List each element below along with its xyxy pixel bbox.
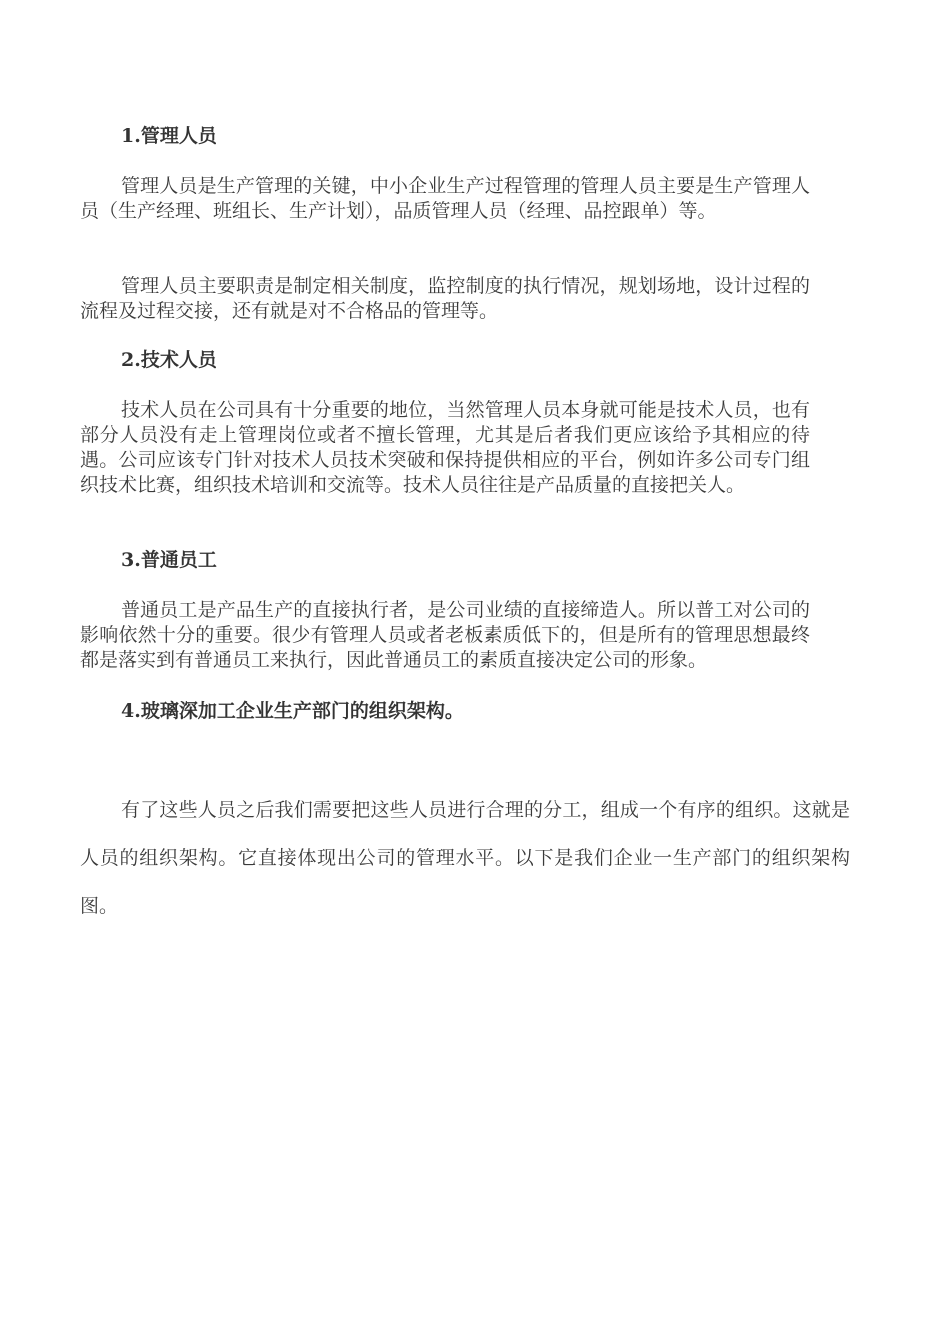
section-body-management-2: [80, 274, 810, 324]
section-heading-technical: 2.技术人员: [121, 349, 217, 371]
section-heading-org-structure: 4.玻璃深加工企业生产部门的组织架构。: [121, 700, 464, 722]
section-body-management-1: [80, 174, 810, 224]
paragraph: 技术人员在公司具有十分重要的地位，当然管理人员本身就可能是技术人员，也有部分人员没有走上管理岗位或者不擅长管理，尤其是后者我们更应该给予其相应的待遇。公司应该专门针对技术人员技术突破和保持提供相应的平台，例如许多公司专门组织技术比赛，组织技术培训和交流等。技术人员往往是产品质量的直接把关人。: [80, 399, 810, 496]
paragraph: 普通员工是产品生产的直接执行者，是公司业绩的直接缔造人。所以普工对公司的影响依然十分的重要。很少有管理人员或者老板素质低下的，但是所有的管理思想最终都是落实到有普通员工来执行，因此普通员工的素质直接决定公司的形象。: [80, 599, 810, 671]
section-heading-workers: 3.普通员工: [121, 549, 217, 571]
closing-paragraph: 有了这些人员之后我们需要把这些人员进行合理的分工，组成一个有序的组织。这就是人员的组织架构。它直接体现出公司的管理水平。以下是我们企业一生产部门的组织架构图。: [80, 799, 850, 917]
section-body-technical: [80, 398, 810, 498]
section-body-workers: [80, 598, 810, 673]
section-heading-management: 1.管理人员: [121, 125, 217, 147]
paragraph: 管理人员是生产管理的关键，中小企业生产过程管理的管理人员主要是生产管理人员（生产经理、班组长、生产计划），品质管理人员（经理、品控跟单）等。: [80, 175, 810, 222]
paragraph: 管理人员主要职责是制定相关制度，监控制度的执行情况，规划场地，设计过程的流程及过程交接，还有就是对不合格品的管理等。: [80, 275, 810, 322]
